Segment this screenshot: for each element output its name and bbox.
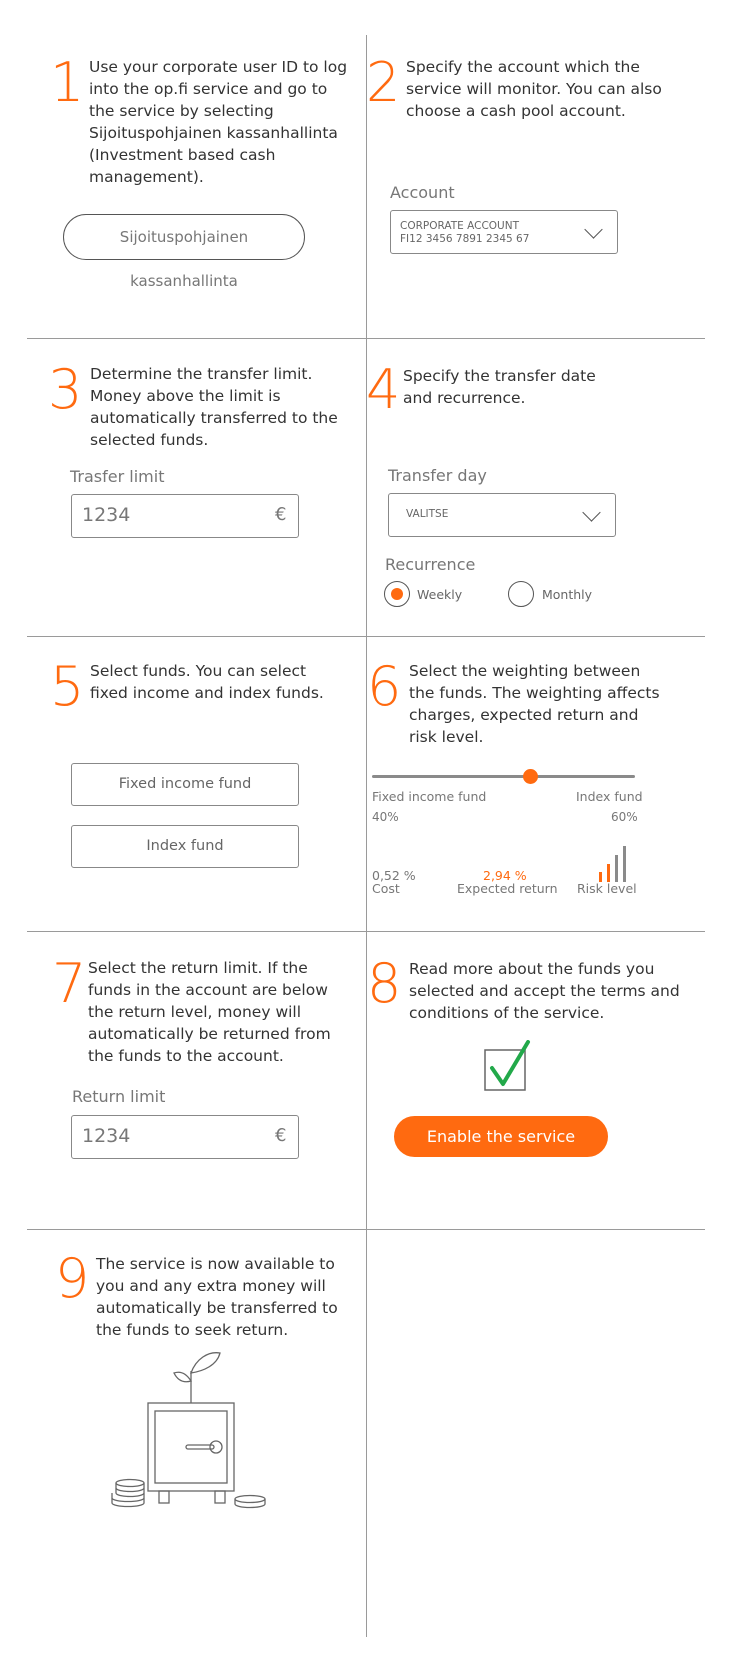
text-line: automatically be transferred to [96,1299,338,1317]
enable-service-button[interactable]: Enable the service [394,1116,608,1157]
text-line: the funds to seek return. [96,1321,289,1339]
weighting-slider-thumb[interactable] [523,769,538,784]
weighting-slider-track[interactable] [372,775,635,778]
return-limit-input[interactable] [71,1115,299,1159]
step-number: 7 [52,952,87,1015]
row-divider-1 [27,338,705,339]
step-number: 1 [50,51,85,114]
step-number: 6 [367,655,402,718]
text-line: selected funds. [90,431,209,449]
text-line: Select the weighting between [409,662,641,680]
safe-with-plant-illustration [104,1345,274,1515]
text-line: funds in the account are below [88,981,328,999]
transfer-day-label: Transfer day [388,466,487,485]
return-limit-value: 1234 [82,1125,131,1147]
step-description [88,957,331,1067]
cost-label: Cost [372,881,400,896]
step-number: 3 [48,358,83,421]
recurrence-label: Recurrence [385,555,476,574]
text-line: Determine the transfer limit. [90,365,313,383]
weekly-option-label: Weekly [417,587,463,602]
step-number: 4 [366,358,401,421]
text-line: Specify the transfer date [403,367,596,385]
step-number: 5 [50,655,85,718]
account-label: Account [390,183,455,202]
risk-level-icon [599,846,629,882]
text-line: the service by selecting [89,102,274,120]
text-line: conditions of the service. [409,1004,605,1022]
fixed-income-weight-label: Fixed income fund [372,789,487,804]
return-limit-label: Return limit [72,1087,166,1106]
text-line: charges, expected return and [409,706,639,724]
text-line: selected and accept the terms and [409,982,680,1000]
transfer-limit-input[interactable] [71,494,299,538]
transfer-day-value: VALITSE [406,508,449,520]
euro-icon: € [275,1125,287,1146]
step-description [89,56,347,188]
text-line: Use your corporate user ID to log [89,58,348,76]
monthly-option-label: Monthly [542,587,593,602]
text-line: service will monitor. You can also [406,80,662,98]
text-line: into the op.fi service and go to [89,80,328,98]
text-line: Sijoituspohjainen kassanhallinta [89,124,338,142]
vertical-divider [366,35,367,1637]
step-description [90,660,324,704]
radio-selected-dot [391,588,403,600]
account-select[interactable] [390,210,618,254]
text-line: Read more about the funds you [409,960,655,978]
chevron-down-icon [582,503,600,521]
euro-icon: € [275,504,287,525]
text-line: (Investment based cash [89,146,276,164]
text-line: Specify the account which the [406,58,640,76]
text-line: and recurrence. [403,389,526,407]
terms-checkbox[interactable] [484,1040,528,1092]
expected-return-value: 2,94 % [483,868,527,883]
risk-level-label: Risk level [577,881,637,896]
row-divider-2 [27,636,705,637]
step-description [96,1253,338,1341]
account-iban: FI12 3456 7891 2345 67 [400,233,530,245]
text-line: fixed income and index funds. [90,684,324,702]
chevron-down-icon [584,220,602,238]
step-number: 9 [55,1247,90,1310]
text-line: Select the return limit. If the [88,959,308,977]
checkmark-icon [484,1040,534,1096]
step-description [409,660,660,748]
text-line: management). [89,168,204,186]
step-description [90,363,338,451]
service-link-button[interactable]: Sijoituspohjainen kassanhallinta [63,214,305,260]
text-line: the return level, money will [88,1003,302,1021]
text-line: automatically be returned from [88,1025,331,1043]
text-line: the funds. The weighting affects [409,684,660,702]
transfer-limit-value: 1234 [82,504,131,526]
fixed-income-fund-button[interactable]: Fixed income fund [71,763,299,806]
text-line: the funds to the account. [88,1047,284,1065]
step-number: 8 [367,952,402,1015]
index-fund-button[interactable]: Index fund [71,825,299,868]
text-line: automatically transferred to the [90,409,338,427]
text-line: choose a cash pool account. [406,102,626,120]
text-line: risk level. [409,728,484,746]
row-divider-3 [27,931,705,932]
text-line: you and any extra money will [96,1277,326,1295]
weekly-radio[interactable] [384,581,410,607]
account-name: CORPORATE ACCOUNT [400,220,519,232]
step-number: 2 [366,51,401,114]
transfer-limit-label: Trasfer limit [70,467,165,486]
text-line: Select funds. You can select [90,662,307,680]
cost-value: 0,52 % [372,868,416,883]
index-weight-label: Index fund [576,789,643,804]
monthly-radio[interactable] [508,581,534,607]
row-divider-4 [27,1229,705,1230]
fixed-income-percent: 40% [372,810,399,824]
step-description [409,958,680,1024]
transfer-day-select[interactable] [388,493,616,537]
step-description [406,56,662,122]
safe-icon [104,1345,274,1515]
index-percent: 60% [611,810,638,824]
text-line: Money above the limit is [90,387,281,405]
expected-return-label: Expected return [457,881,558,896]
text-line: The service is now available to [96,1255,335,1273]
step-description [403,365,596,409]
